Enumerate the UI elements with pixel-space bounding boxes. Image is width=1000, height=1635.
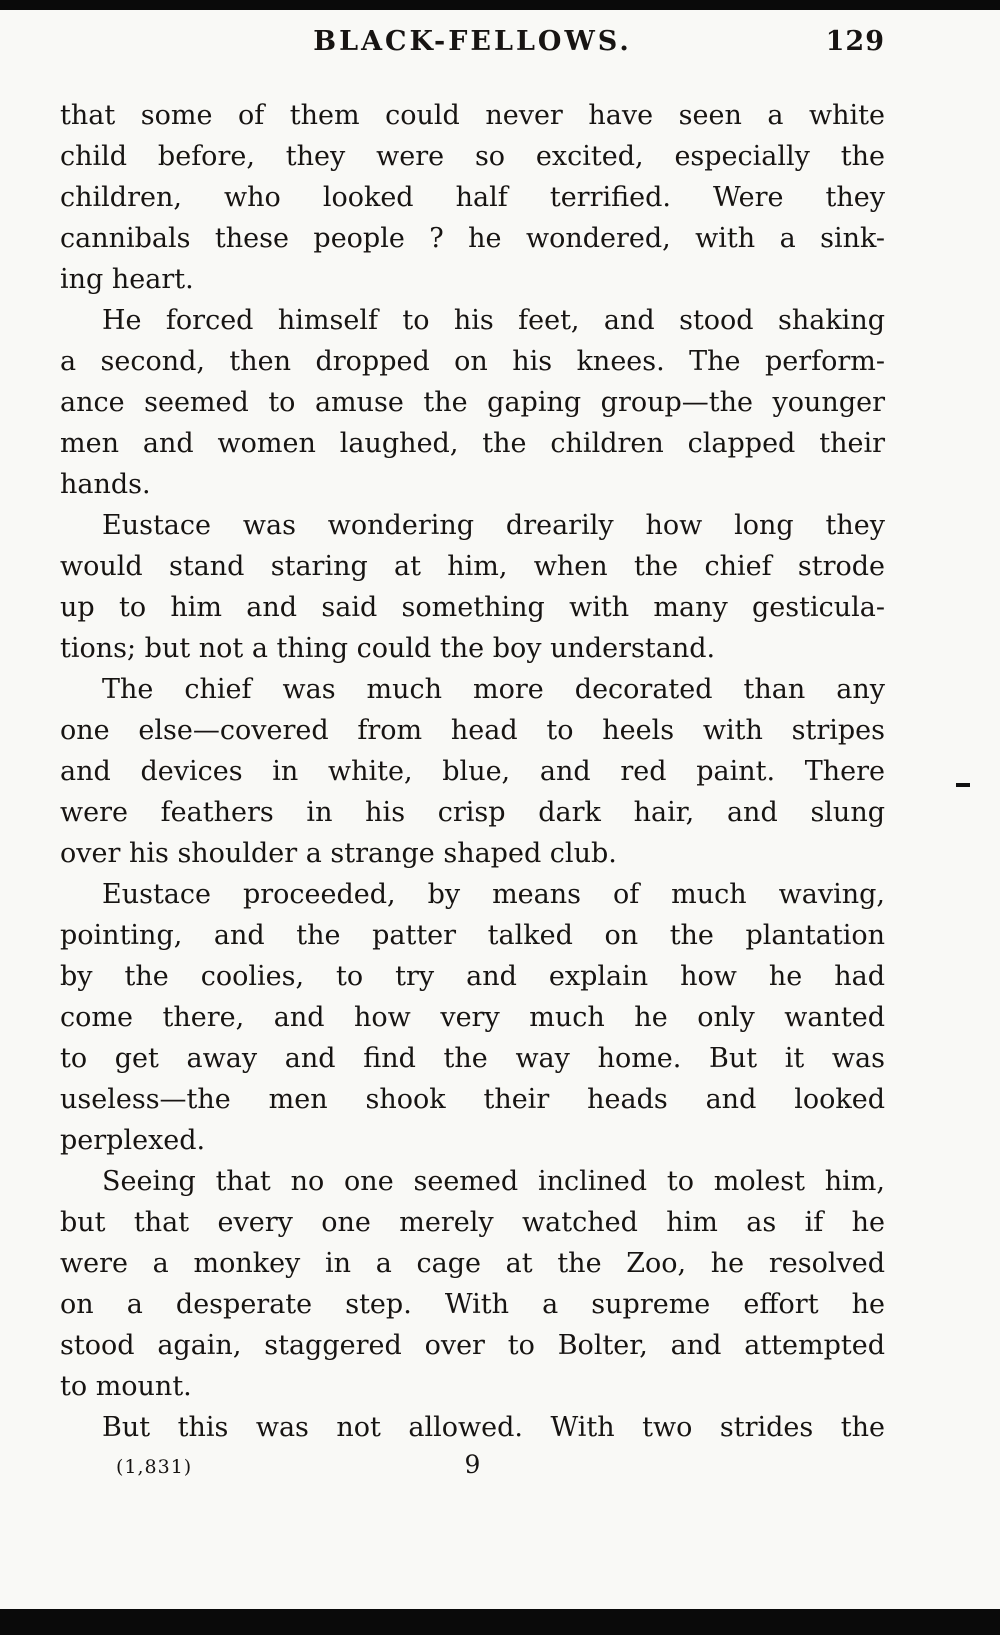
text-line: child before, they were so excited, especially the [60, 141, 885, 172]
text-block [60, 95, 885, 1448]
text-line: by the coolies, to try and explain how he had [60, 961, 885, 992]
text-line: But this was not allowed. With two strides the [102, 1412, 885, 1443]
paragraph [60, 505, 885, 669]
text-line: up to him and said something with many gesticula- [60, 592, 885, 623]
text-line: Seeing that no one seemed inclined to molest him, [102, 1166, 885, 1197]
text-line: and devices in white, blue, and red paint. There [60, 756, 885, 787]
text-line: on a desperate step. With a supreme effort he [60, 1289, 885, 1320]
paragraph [60, 669, 885, 874]
text-line: were a monkey in a cage at the Zoo, he resolved [60, 1248, 885, 1279]
text-line: useless—the men shook their heads and looked [60, 1084, 885, 1115]
text-line: He forced himself to his feet, and stood shaking [102, 305, 885, 336]
text-line: to get away and find the way home. But it was [60, 1043, 885, 1074]
text-line: to mount. [60, 1371, 192, 1402]
text-line: cannibals these people ? he wondered, with a sink- [60, 223, 885, 254]
text-line: men and women laughed, the children clapped their [60, 428, 885, 459]
text-line: The chief was much more decorated than any [102, 674, 885, 705]
chapter-title: BLACK-FELLOWS. [313, 26, 632, 57]
text-line: ance seemed to amuse the gaping group—the younger [60, 387, 885, 418]
text-line: pointing, and the patter talked on the plantation [60, 920, 885, 951]
text-line: hands. [60, 469, 151, 500]
text-line: but that every one merely watched him as if he [60, 1207, 885, 1238]
footer-page-number: 9 [464, 1450, 481, 1479]
paragraph [60, 1161, 885, 1407]
text-line: tions; but not a thing could the boy understand. [60, 633, 716, 664]
page-footer [60, 1450, 885, 1486]
scan-edge-top [0, 0, 1000, 10]
text-line: Eustace was wondering drearily how long they [102, 510, 885, 541]
text-line: ing heart. [60, 264, 194, 295]
header-page-number: 129 [825, 26, 885, 57]
text-line: were feathers in his crisp dark hair, and slung [60, 797, 885, 828]
text-line: Eustace proceeded, by means of much waving, [102, 879, 885, 910]
scan-artifact [956, 783, 970, 787]
text-line: that some of them could never have seen a white [60, 100, 885, 131]
paragraph [60, 874, 885, 1161]
text-line: perplexed. [60, 1125, 206, 1156]
text-line: over his shoulder a strange shaped club. [60, 838, 617, 869]
page-header [60, 26, 885, 66]
text-line: stood again, staggered over to Bolter, and attempted [60, 1330, 885, 1361]
paragraph [60, 95, 885, 300]
text-line: one else—covered from head to heels with stripes [60, 715, 885, 746]
text-line: come there, and how very much he only wanted [60, 1002, 885, 1033]
text-line: would stand staring at him, when the chief strode [60, 551, 885, 582]
text-line: children, who looked half terrified. Were they [60, 182, 885, 213]
paragraph [60, 300, 885, 505]
text-line: a second, then dropped on his knees. The perform- [60, 346, 885, 377]
paragraph [60, 1407, 885, 1448]
scan-edge-bottom [0, 1609, 1000, 1635]
print-signature: (1,831) [116, 1456, 193, 1478]
